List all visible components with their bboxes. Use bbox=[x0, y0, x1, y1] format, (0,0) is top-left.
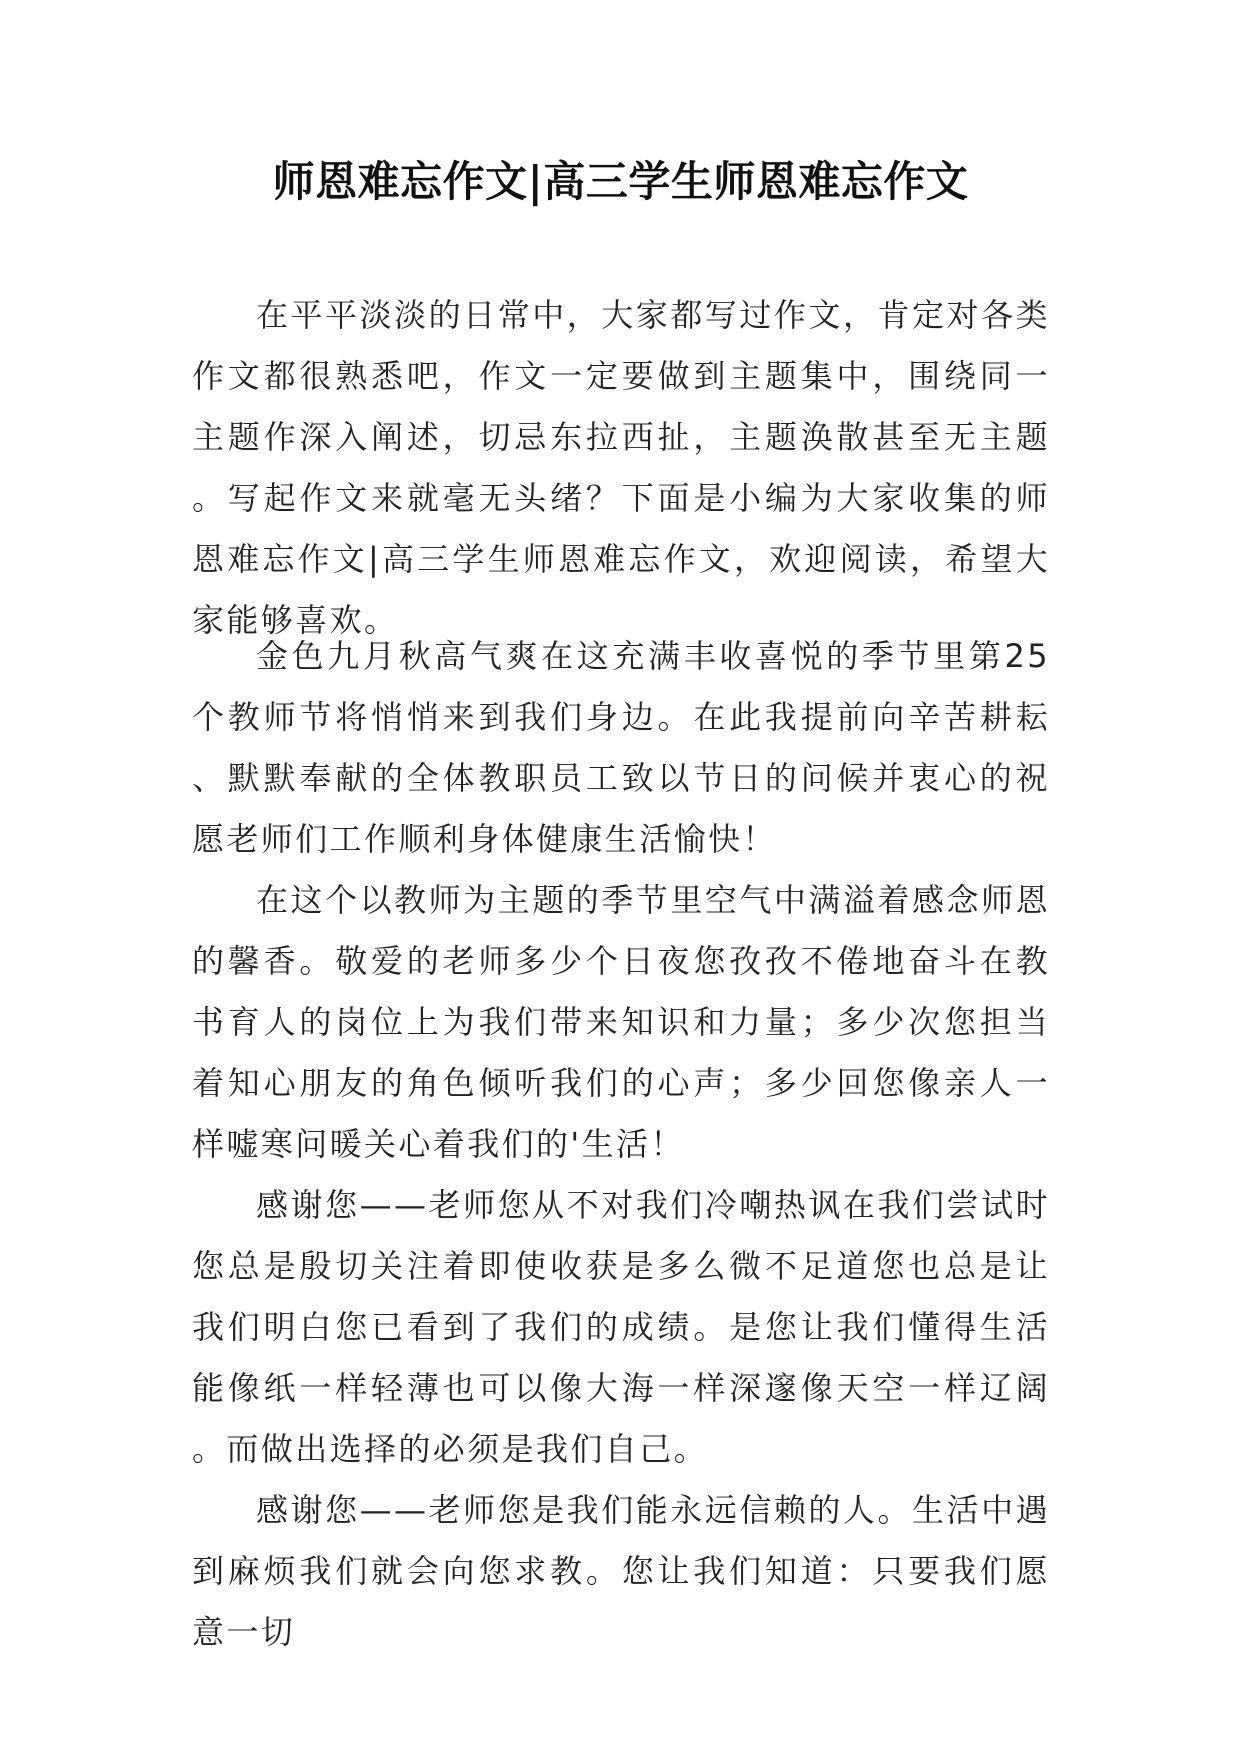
body-paragraph-3: 感谢您——老师您从不对我们冷嘲热讽在我们尝试时您总是殷切关注着即使收获是多么微不足道您也总是让我们明白您已看到了我们的成绩。是您让我们懂得生活能像纸一样轻薄也可以像大海一样深邃像天空一样辽阔。而做出选择的必须是我们自己。 bbox=[192, 1186, 1050, 1468]
document-title: 师恩难忘作文|高三学生师恩难忘作文 bbox=[272, 157, 969, 206]
intro-paragraph: 在平平淡淡的日常中，大家都写过作文，肯定对各类作文都很熟悉吧，作文一定要做到主题集中，围绕同一主题作深入阐述，切忌东拉西扯，主题涣散甚至无主题。写起作文来就毫无头绪？下面是小编为大家收集的师恩难忘作文|高三学生师恩难忘作文，欢迎阅读，希望大家能够喜欢。 bbox=[192, 296, 1050, 639]
article-body bbox=[192, 626, 1050, 1663]
body-paragraph-4: 感谢您——老师您是我们能永远信赖的人。生活中遇到麻烦我们就会向您求教。您让我们知道：只要我们愿意一切 bbox=[192, 1491, 1050, 1651]
body-paragraph-1: 金色九月秋高气爽在这充满丰收喜悦的季节里第25个教师节将悄悄来到我们身边。在此我提前向辛苦耕耘、默默奉献的全体教职员工致以节日的问候并衷心的祝愿老师们工作顺利身体健康生活愉快！ bbox=[192, 637, 1050, 858]
intro-section bbox=[192, 285, 1050, 651]
body-paragraph-2: 在这个以教师为主题的季节里空气中满溢着感念师恩的馨香。敬爱的老师多少个日夜您孜孜不倦地奋斗在教书育人的岗位上为我们带来知识和力量；多少次您担当着知心朋友的角色倾听我们的心声；多少回您像亲人一样嘘寒问暖关心着我们的'生活！ bbox=[192, 881, 1050, 1163]
